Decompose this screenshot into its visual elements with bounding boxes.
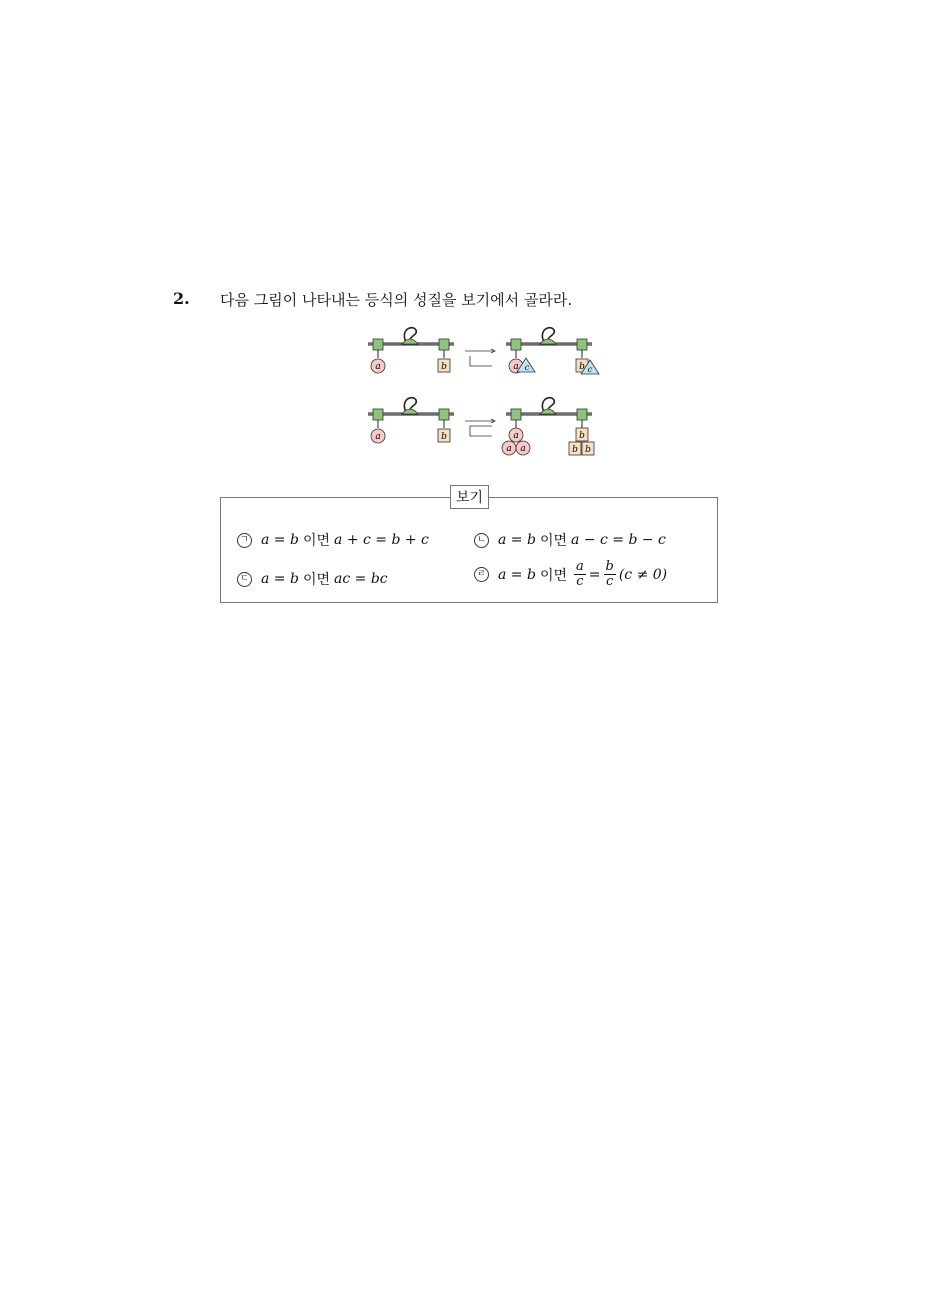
bogi-title: 보기 <box>450 485 489 509</box>
question-text: 다음 그림이 나타내는 등식의 성질을 보기에서 골라라. <box>220 291 573 309</box>
return-arrow-icon <box>470 356 492 366</box>
option-mark: ㄷ <box>237 572 252 587</box>
triangle-c-label: c <box>587 365 593 374</box>
square-b-label: b <box>579 362 585 372</box>
circle-a-label: a <box>375 362 381 372</box>
option-rhs: a − c = b − c <box>571 532 666 548</box>
circle-a-label: a <box>513 431 519 441</box>
question-number: 2. <box>173 289 190 308</box>
option-lhs: a = b <box>261 532 299 548</box>
circle-a-label: a <box>520 444 526 454</box>
option-lhs: a = b <box>498 532 536 548</box>
equals-sign: = <box>588 566 601 583</box>
fraction-b-over-c: $\frac{b}{c}$ <box>605 559 614 589</box>
circle-a-label: a <box>375 432 381 442</box>
option-2 <box>474 530 666 550</box>
option-rhs: ac = bc <box>334 571 388 587</box>
square-b-label: b <box>579 431 585 441</box>
circle-a-label: a <box>506 444 512 454</box>
option-condition: (c ≠ 0) <box>618 566 668 583</box>
circle-a-label: a <box>513 362 519 372</box>
option-word: 이면 <box>539 533 568 549</box>
square-b-label: b <box>572 445 578 455</box>
option-4 <box>474 560 667 589</box>
option-3 <box>237 569 388 589</box>
fraction-a-over-c: $\frac{a}{c}$ <box>576 559 584 589</box>
option-word: 이면 <box>539 567 568 584</box>
return-arrow-icon <box>470 426 492 436</box>
triangle-c-label: c <box>524 363 530 372</box>
square-b-label: b <box>441 362 447 372</box>
option-lhs: a = b <box>498 566 536 583</box>
option-mark: ㄴ <box>474 533 489 548</box>
option-mark: ㄱ <box>237 533 252 548</box>
hanger-figure <box>360 320 610 465</box>
option-mark: ㄹ <box>474 567 489 582</box>
option-word: 이면 <box>302 572 331 588</box>
option-word: 이면 <box>302 533 331 549</box>
square-b-label: b <box>441 432 447 442</box>
option-1 <box>237 530 429 550</box>
square-b-label: b <box>585 445 591 455</box>
option-lhs: a = b <box>261 571 299 587</box>
option-rhs: a + c = b + c <box>334 532 429 548</box>
